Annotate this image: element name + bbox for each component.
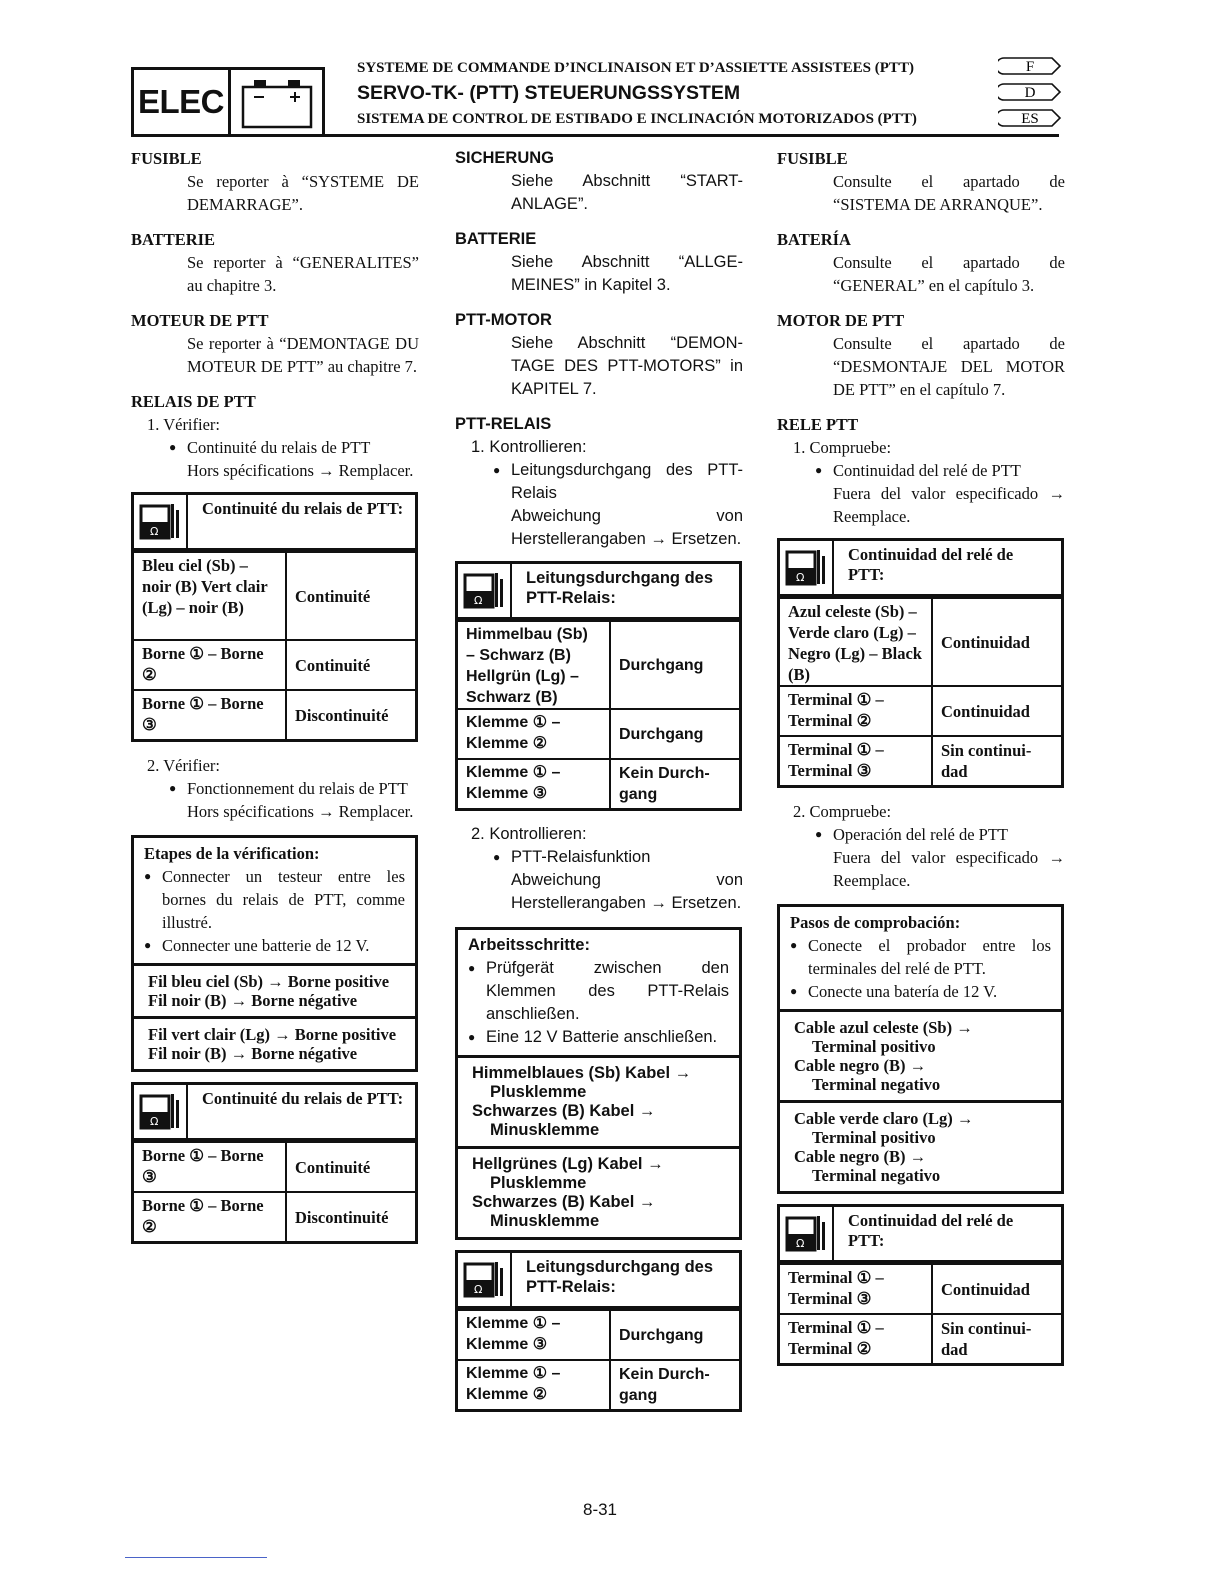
procedure-bullet: ● Eine 12 V Batterie anschließen.: [468, 1026, 729, 1049]
step-note: Abweichung von Herstellerangaben → Ersetzen.: [511, 871, 743, 912]
multimeter-icon: [134, 1085, 188, 1138]
procedure-bullet: ● Connecter un testeur entre les bornes du relais de PTT, comme illustré.: [144, 865, 405, 934]
section-body: Siehe Abschnitt “START-ANLAGE”.: [511, 172, 743, 213]
table-row: Klemme ① – Klemme ② Kein Durch-gang: [458, 1359, 739, 1409]
svg-text:Ω: Ω: [796, 570, 805, 584]
lang-badge-f: [998, 56, 1062, 76]
table-row: Klemme ① – Klemme ③ Durchgang: [458, 1309, 739, 1359]
title-fr: SYSTEME DE COMMANDE D’INCLINAISON ET D’ASSIETTE ASSISTEES (PTT): [357, 60, 914, 76]
spec-title: Continuité du relais de PTT:: [202, 1089, 404, 1108]
step-bullet: ● Fonctionnement du relais de PTT: [147, 777, 419, 800]
lang-code-es: ES: [1021, 111, 1039, 127]
svg-text:Ω: Ω: [796, 1236, 805, 1250]
spec-title: Leitungsdurchgang des PTT-Relais:: [526, 569, 714, 607]
procedure-bullet: ● Connecter une batterie de 12 V.: [144, 934, 405, 957]
multimeter-icon: [780, 541, 834, 594]
footer-line: [125, 1557, 267, 1558]
table-row: Borne ① – Borne ③ Discontinuité: [134, 689, 415, 739]
step-heading: 1. Vérifier:: [147, 415, 221, 434]
lang-code-d: D: [1024, 85, 1036, 101]
step-1: [777, 436, 1065, 528]
title-es: SISTEMA DE CONTROL DE ESTIBADO E INCLINACIÓN MOTORIZADOS (PTT): [357, 111, 917, 127]
spec-title: Continuidad del relé de PTT:: [848, 545, 1014, 584]
table-row: Bleu ciel (Sb) – noir (B) Vert clair (Lg) – noir (B) Continuité: [134, 551, 415, 639]
connection-block: Himmelblaues (Sb) Kabel → Plusklemme Schwarzes (B) Kabel → Minusklemme: [458, 1055, 739, 1146]
procedure-steps: [458, 930, 739, 1055]
step-note: Fuera del valor especificado → Reemplace.: [833, 848, 1065, 890]
section-fuse: [455, 147, 743, 216]
spec-header: [134, 1085, 415, 1141]
step-bullet: ● Continuidad del relé de PTT: [793, 459, 1065, 482]
table-row: Terminal ① – Terminal ② Sin continui-dad: [780, 1313, 1061, 1363]
section-battery: [131, 228, 419, 297]
section-relay: [777, 413, 1065, 528]
step-bullet: ● Leitungsdurchgang des PTT-Relais: [471, 459, 743, 505]
spec-header: [134, 495, 415, 551]
step-note: Hors spécifications → Remplacer.: [187, 461, 414, 480]
lang-code-f: F: [1025, 59, 1035, 75]
title-de: SERVO-TK- (PTT) STEUERUNGSSYSTEM: [357, 82, 741, 104]
section-body: Consulte el apartado de “DESMONTAJE DEL MOTOR DE PTT” en el capítulo 7.: [833, 334, 1065, 399]
connection-block: Hellgrünes (Lg) Kabel → Plusklemme Schwarzes (B) Kabel → Minusklemme: [458, 1146, 739, 1237]
spec-table-continuity-2: [777, 1204, 1064, 1366]
column-spanish: [777, 147, 1065, 1378]
column-french: [131, 147, 419, 1256]
procedure-title: Pasos de comprobación:: [790, 913, 961, 932]
section-motor: [131, 309, 419, 378]
table-row: Azul celeste (Sb) – Verde claro (Lg) – Negro (Lg) – Black (B) Continuidad: [780, 597, 1061, 685]
section-title: RELAIS DE PTT: [131, 392, 256, 411]
svg-text:Ω: Ω: [474, 593, 483, 607]
table-row: Borne ① – Borne ③ Continuité: [134, 1141, 415, 1191]
procedure-box: [455, 927, 742, 1240]
procedure-steps: [134, 838, 415, 963]
section-title: FUSIBLE: [131, 149, 202, 168]
section-motor: [777, 309, 1065, 401]
table-row: Terminal ① – Terminal ② Continuidad: [780, 685, 1061, 735]
section-relay: [131, 390, 419, 482]
section-title: SICHERUNG: [455, 149, 555, 167]
spec-table-continuity: [455, 561, 742, 811]
table-row: Borne ① – Borne ② Discontinuité: [134, 1191, 415, 1241]
connection-block: Cable azul celeste (Sb) → Terminal positivo Cable negro (B) → Terminal negativo: [780, 1009, 1061, 1100]
section-motor: [455, 309, 743, 401]
spec-table-continuity: [131, 492, 418, 742]
multimeter-icon: [780, 1207, 834, 1260]
procedure-box: [131, 835, 418, 1072]
step-1: [455, 436, 743, 551]
step-bullet: ● Continuité du relais de PTT: [147, 436, 419, 459]
section-fuse: [777, 147, 1065, 216]
section-body: Siehe Abschnitt “DEMON-TAGE DES PTT-MOTORS” in KAPITEL 7.: [511, 334, 743, 398]
table-row: Terminal ① – Terminal ③ Continuidad: [780, 1263, 1061, 1313]
procedure-title: Etapes de la vérification:: [144, 844, 320, 863]
section-title: BATERÍA: [777, 230, 851, 249]
spec-header: [780, 541, 1061, 597]
page-number: 8-31: [582, 1500, 618, 1519]
step-heading: 1. Compruebe:: [793, 438, 892, 457]
section-title: BATTERIE: [455, 230, 537, 248]
connection-block: Fil vert clair (Lg) → Borne positive Fil noir (B) → Borne négative: [134, 1016, 415, 1069]
section-title: MOTOR DE PTT: [777, 311, 905, 330]
spec-title: Continuidad del relé de PTT:: [848, 1211, 1014, 1250]
svg-text:Ω: Ω: [150, 1114, 159, 1128]
section-body: Se reporter à “GENERALITES” au chapitre 3.: [187, 253, 419, 295]
step-bullet: ● Operación del relé de PTT: [793, 823, 1065, 846]
multimeter-icon: [458, 564, 512, 617]
procedure-box: [777, 904, 1064, 1194]
step-note: Abweichung von Herstellerangaben → Ersetzen.: [511, 507, 743, 548]
multimeter-icon: [134, 495, 188, 548]
step-heading: 2. Vérifier:: [147, 756, 221, 775]
svg-text:Ω: Ω: [474, 1282, 483, 1296]
section-battery: [777, 228, 1065, 297]
language-badges: [998, 56, 1064, 134]
step-heading: 2. Kontrollieren:: [471, 825, 587, 843]
spec-table-continuity-2: [455, 1250, 742, 1412]
spec-table-continuity: [777, 538, 1064, 788]
step-2: [131, 754, 419, 823]
section-battery: [455, 228, 743, 297]
lang-badge-es: [998, 108, 1062, 128]
step-heading: 1. Kontrollieren:: [471, 438, 587, 456]
table-row: Terminal ① – Terminal ③ Sin continui-dad: [780, 735, 1061, 785]
procedure-title: Arbeitsschritte:: [468, 936, 590, 954]
connection-block: Cable verde claro (Lg) → Terminal positivo Cable negro (B) → Terminal negativo: [780, 1100, 1061, 1191]
section-body: Consulte el apartado de “GENERAL” en el capítulo 3.: [833, 253, 1065, 295]
section-title: FUSIBLE: [777, 149, 848, 168]
step-note: Hors spécifications → Remplacer.: [187, 802, 414, 821]
header-divider: [131, 134, 1059, 137]
header-titles: [357, 56, 997, 130]
step-bullet: ● PTT-Relaisfunktion: [471, 846, 743, 869]
table-row: Himmelbau (Sb) – Schwarz (B) Hellgrün (Lg) – Schwarz (B) Durchgang: [458, 620, 739, 708]
column-german: [455, 147, 743, 1424]
step-1: [131, 413, 419, 482]
lang-badge-d: [998, 82, 1062, 102]
procedure-bullet: ● Prüfgerät zwischen den Klemmen des PTT-Relais anschließen.: [468, 957, 729, 1026]
multimeter-icon: [458, 1253, 512, 1306]
table-row: Klemme ① – Klemme ③ Kein Durch-gang: [458, 758, 739, 808]
section-title: MOTEUR DE PTT: [131, 311, 269, 330]
section-title: PTT-MOTOR: [455, 311, 552, 329]
step-2: [455, 823, 743, 915]
step-2: [777, 800, 1065, 892]
section-title: PTT-RELAIS: [455, 415, 552, 433]
procedure-steps: [780, 907, 1061, 1009]
section-body: Consulte el apartado de “SISTEMA DE ARRANQUE”.: [833, 172, 1065, 214]
battery-icon: [231, 70, 322, 134]
step-heading: 2. Compruebe:: [793, 802, 892, 821]
section-title: BATTERIE: [131, 230, 216, 249]
spec-header: [458, 1253, 739, 1309]
section-fuse: [131, 147, 419, 216]
section-relay: [455, 413, 743, 551]
elec-section-badge: [131, 67, 325, 137]
section-body: Siehe Abschnitt “ALLGE-MEINES” in Kapitel 3.: [511, 253, 743, 294]
connection-block: Fil bleu ciel (Sb) → Borne positive Fil noir (B) → Borne négative: [134, 963, 415, 1016]
step-note: Fuera del valor especificado → Reemplace.: [833, 484, 1065, 526]
section-body: Se reporter à “SYSTEME DE DEMARRAGE”.: [187, 172, 419, 214]
procedure-bullet: ● Conecte una batería de 12 V.: [790, 980, 1051, 1003]
elec-label: ELEC: [134, 70, 231, 134]
section-title: RELE PTT: [777, 415, 859, 434]
spec-header: [458, 564, 739, 620]
section-body: Se reporter à “DEMONTAGE DU MOTEUR DE PTT” au chapitre 7.: [187, 334, 419, 376]
table-row: Klemme ① – Klemme ② Durchgang: [458, 708, 739, 758]
svg-text:Ω: Ω: [150, 524, 159, 538]
spec-title: Leitungsdurchgang des PTT-Relais:: [526, 1258, 714, 1296]
procedure-bullet: ● Conecte el probador entre los terminales del relé de PTT.: [790, 934, 1051, 980]
table-row: Borne ① – Borne ② Continuité: [134, 639, 415, 689]
spec-title: Continuité du relais de PTT:: [202, 499, 404, 518]
spec-header: [780, 1207, 1061, 1263]
spec-table-continuity-2: [131, 1082, 418, 1244]
